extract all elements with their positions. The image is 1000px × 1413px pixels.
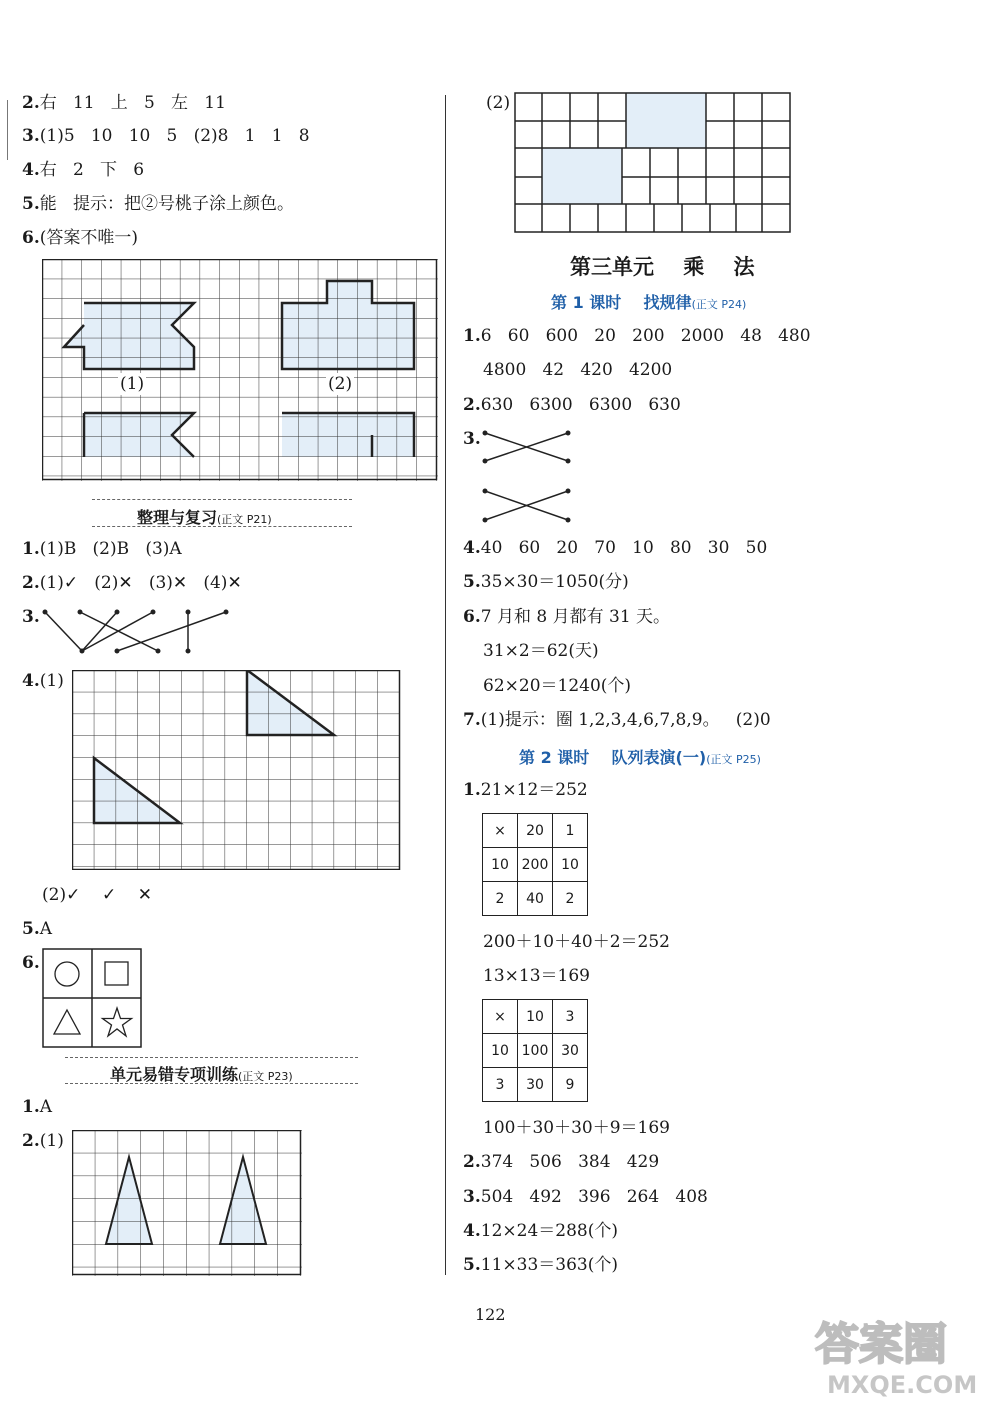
answer-line: 3.504 492 396 264 408 <box>463 1187 708 1207</box>
grid-figure-1 <box>42 259 438 481</box>
answer-line: 3. <box>463 429 481 449</box>
answer-line: 4.40 60 20 70 10 80 30 50 <box>463 538 768 558</box>
answer-line: 200＋10＋40＋2＝252 <box>483 932 670 952</box>
answer-line: 2.(1) <box>22 1131 64 1151</box>
circle-shape <box>55 962 79 986</box>
margin-mark <box>7 100 8 160</box>
unit-title: 第三单元 乘 法 <box>570 255 755 279</box>
column-divider <box>445 95 446 1275</box>
answer-line: 4.(1) <box>22 671 64 691</box>
table-cell: 40 <box>518 882 553 916</box>
tiling-grid <box>514 92 792 234</box>
answer-line: 5.35×30＝1050(分) <box>463 572 629 592</box>
answer-line: 13×13＝169 <box>483 966 590 986</box>
table-cell: 30 <box>518 1068 553 1102</box>
answer-line: (2) <box>486 93 511 113</box>
table-cell: 10 <box>518 1000 553 1034</box>
grid-label-2: (2) <box>328 374 353 394</box>
answer-line: (2)✓ ✓ ✕ <box>42 885 153 905</box>
table-cell: × <box>483 814 518 848</box>
table-cell: 10 <box>483 848 518 882</box>
section-rule <box>92 499 352 500</box>
answer-line: 100＋30＋30＋9＝169 <box>483 1118 670 1138</box>
table-cell: 1 <box>553 814 588 848</box>
svg-text:MXQE.COM: MXQE.COM <box>827 1371 978 1399</box>
table-cell: 20 <box>518 814 553 848</box>
multiplication-table-1 <box>482 813 588 916</box>
triangle-shape <box>54 1010 80 1034</box>
star-shape <box>103 1008 132 1036</box>
section-rule <box>65 1083 358 1084</box>
answer-line: 1.6 60 600 20 200 2000 48 480 <box>463 326 811 346</box>
table-cell: 2 <box>553 882 588 916</box>
table-cell: 9 <box>553 1068 588 1102</box>
answer-line: 5.A <box>22 919 53 939</box>
multiplication-table-2 <box>482 999 588 1102</box>
section-title: 单元易错专项训练(正文 P23) <box>110 1065 293 1084</box>
answer-line: 2.右 11 上 5 左 11 <box>22 93 226 113</box>
answer-line: 6.7 月和 8 月都有 31 天。 <box>463 607 671 627</box>
section-rule <box>92 526 352 527</box>
grid-figure-3 <box>72 1130 304 1276</box>
answer-line: 6. <box>22 953 40 973</box>
grid-figure-2 <box>72 670 402 870</box>
square-shape <box>105 962 128 985</box>
table-cell: × <box>483 1000 518 1034</box>
table-cell: 100 <box>518 1034 553 1068</box>
shapes-grid <box>42 948 144 1050</box>
answer-line: 1.A <box>22 1097 53 1117</box>
answer-line: 2.(1)✓ (2)✕ (3)✕ (4)✕ <box>22 573 242 593</box>
section-title: 整理与复习(正文 P21) <box>137 508 272 527</box>
answer-line: 3. <box>22 607 40 627</box>
table-cell: 30 <box>553 1034 588 1068</box>
table-cell: 10 <box>553 848 588 882</box>
answer-line: 3.(1)5 10 10 5 (2)8 1 1 8 <box>22 126 310 146</box>
watermark-logo <box>807 1301 982 1401</box>
answer-line: 2.630 6300 6300 630 <box>463 395 681 415</box>
section-rule <box>65 1057 358 1058</box>
answer-line: 1.21×12＝252 <box>463 780 588 800</box>
answer-line: 4.右 2 下 6 <box>22 160 145 180</box>
answer-line: 4800 42 420 4200 <box>483 360 673 380</box>
answer-line: 1.(1)B (2)B (3)A <box>22 539 182 559</box>
matching-crosses <box>480 428 575 526</box>
table-cell: 3 <box>553 1000 588 1034</box>
table-cell: 3 <box>483 1068 518 1102</box>
grid-label-1: (1) <box>120 374 145 394</box>
answer-line: 5.11×33＝363(个) <box>463 1255 618 1275</box>
table-cell: 200 <box>518 848 553 882</box>
matching-diagram <box>40 606 240 658</box>
lesson-title: 第 1 课时 找规律(正文 P24) <box>551 293 747 312</box>
answer-line: 5.能 提示：把②号桃子涂上颜色。 <box>22 194 294 214</box>
table-cell: 10 <box>483 1034 518 1068</box>
answer-line: 7.(1)提示：圈 1,2,3,4,6,7,8,9。 (2)0 <box>463 710 771 730</box>
answer-line: 4.12×24＝288(个) <box>463 1221 618 1241</box>
answer-line: 2.374 506 384 429 <box>463 1152 660 1172</box>
answer-line: 6.(答案不唯一) <box>22 228 139 248</box>
lesson-title: 第 2 课时 队列表演(一)(正文 P25) <box>519 748 761 767</box>
svg-text:答案圈: 答案圈 <box>815 1319 947 1370</box>
answer-line: 62×20＝1240(个) <box>483 676 632 696</box>
table-cell: 2 <box>483 882 518 916</box>
page-number: 122 <box>475 1305 506 1324</box>
answer-line: 31×2＝62(天) <box>483 641 599 661</box>
